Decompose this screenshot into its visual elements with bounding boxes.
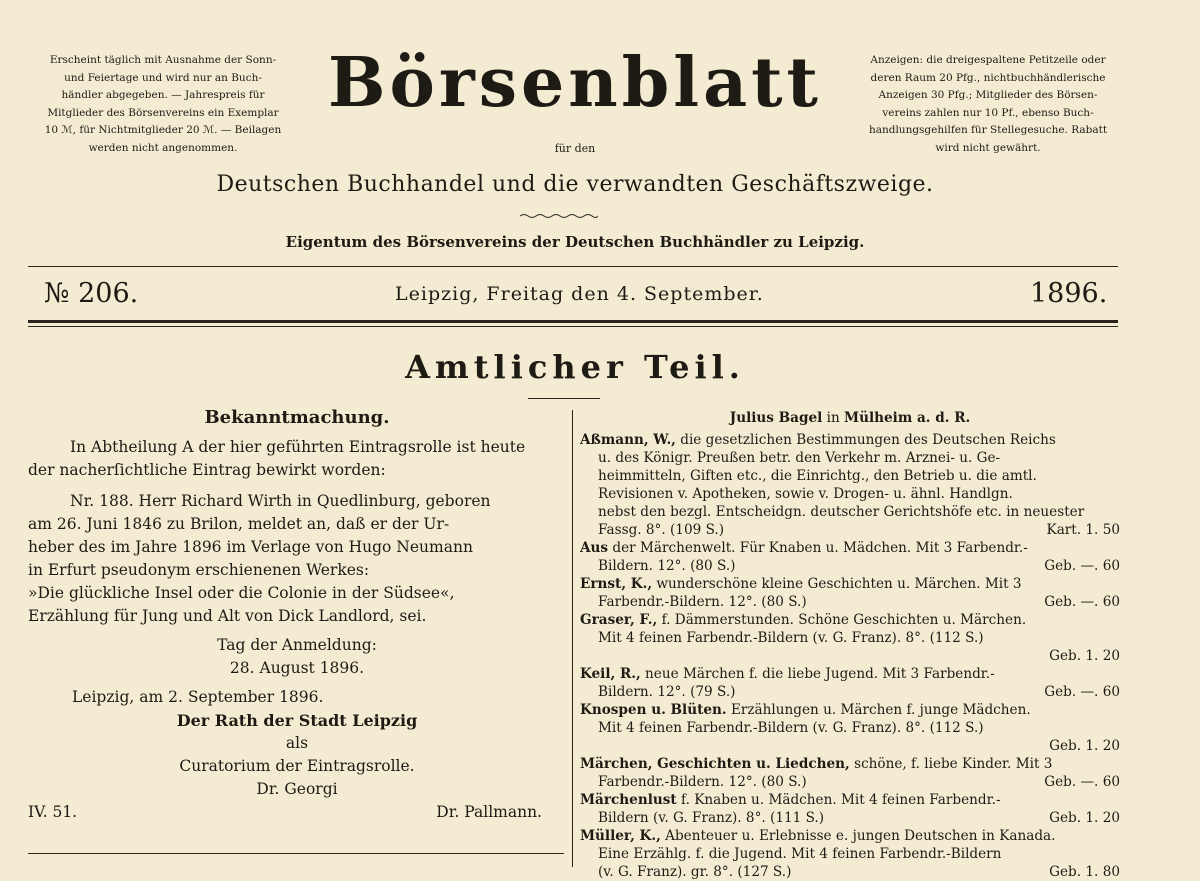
notice-line: und Feiertage und wird nur an Buch- — [64, 71, 262, 84]
entry-line — [580, 539, 1120, 557]
catalog-entry — [580, 431, 1120, 539]
masthead-owner: Eigentum des Börsenvereins der Deutschen Buchhändler zu Leipzig. — [285, 233, 865, 251]
entry-text: Mit 4 feinen Farbendr.-Bildern (v. G. Franz). 8°. (112 S.) — [598, 630, 984, 646]
section-title: Amtlicher Teil. — [405, 348, 745, 386]
authority: Der Rath der Stadt Leipzig — [176, 711, 418, 730]
entry-line — [580, 755, 1120, 773]
entry-price: Geb. 1. 20 — [1049, 810, 1120, 826]
entry-line — [580, 827, 1120, 845]
entry-author: Ernst, K., — [580, 576, 653, 592]
entry-line: »Die glückliche Insel oder die Colonie in der Südsee«, — [28, 584, 455, 602]
signature-row — [28, 801, 566, 824]
entry-author: Keil, R., — [580, 666, 641, 682]
entry-text: Bildern. 12°. (80 S.) — [598, 558, 736, 574]
notice-line: werden nicht angenommen. — [88, 141, 238, 154]
entry-author: Aßmann, W., — [580, 432, 676, 448]
catalog-entry — [580, 755, 1120, 791]
entry-text: Farbendr.-Bildern. 12°. (80 S.) — [598, 774, 807, 790]
entry-text: wunderschöne kleine Geschichten u. Märchen. Mit 3 — [652, 576, 1022, 592]
catalog-entry — [580, 611, 1120, 665]
entry-line — [580, 863, 1120, 881]
intro-line: der nacherſichtliche Eintrag bewirkt worden: — [28, 461, 386, 479]
entry-line — [580, 485, 1120, 503]
entry-price: Geb. 1. 80 — [1049, 864, 1120, 880]
entry-line — [580, 431, 1120, 449]
entry-text: Revisionen v. Apotheken, sowie v. Drogen- u. ähnl. Handlgn. — [598, 486, 1013, 502]
entry-line — [580, 665, 1120, 683]
entry-text: Fassg. 8°. (109 S.) — [598, 522, 725, 538]
entry-line — [580, 647, 1120, 665]
announcement-heading: Bekanntmachung. — [204, 407, 390, 428]
entry-author: Knospen u. Blüten. — [580, 702, 727, 718]
entry-text: heimmitteln, Giften etc., die Einrichtg., den Betrieb u. die amtl. — [598, 468, 1037, 484]
registration-label: Tag der Anmeldung: — [217, 636, 377, 654]
notice-line: 10 ℳ, für Nichtmitglieder 20 ℳ. — Beilagen — [44, 124, 282, 136]
publisher-name: Julius Bagel — [729, 410, 823, 426]
notice-line: händler abgegeben. — Jahrespreis für — [61, 89, 265, 101]
entry-text: der Märchenwelt. Für Knaben u. Mädchen. Mit 3 Farbendr.- — [608, 540, 1028, 556]
left-bottom-rule — [28, 853, 564, 854]
entry-line — [580, 611, 1120, 629]
notice-line: handlungsgehilfen für Stellegesuche. Rabatt — [868, 124, 1108, 136]
entry-line — [580, 503, 1120, 521]
masthead-fuer-den: für den — [554, 142, 596, 155]
entry-line: heber des im Jahre 1896 im Verlage von Hugo Neumann — [28, 538, 473, 556]
entry-price: Geb. —. 60 — [1044, 684, 1120, 700]
section-title-underline — [528, 398, 600, 399]
entry-line: Erzählung für Jung und Alt von Dick Landlord, sei. — [28, 607, 427, 625]
authority-als: als — [285, 734, 309, 752]
entry-line: in Erfurt pseudonym erschienenen Werkes: — [28, 561, 370, 579]
intro-line: In Abtheilung A der hier geführten Eintragsrolle ist heute — [70, 438, 526, 456]
catalog-entry — [580, 665, 1120, 701]
issue-number: № 206. — [44, 278, 139, 309]
entry-price: Kart. 1. 50 — [1046, 522, 1120, 538]
entry-author: Graser, F., — [580, 612, 658, 628]
header-rule-bottom-2 — [28, 326, 1118, 327]
entry-line — [580, 575, 1120, 593]
signer-pallmann: Dr. Pallmann. — [436, 803, 542, 821]
publisher-in: in — [822, 410, 845, 426]
column-divider — [572, 410, 573, 867]
entry-text: Bildern. 12°. (79 S.) — [598, 684, 736, 700]
place-date: Leipzig, am 2. September 1896. — [72, 688, 324, 706]
entry-line — [580, 845, 1120, 863]
registration-date: 28. August 1896. — [229, 659, 365, 677]
notice-line: deren Raum 20 Pfg., nichtbuchhändlerische — [870, 71, 1106, 84]
reference-number: IV. 51. — [28, 803, 78, 821]
entry-text: (v. G. Franz). gr. 8°. (127 S.) — [598, 864, 792, 880]
entry-price: Geb. —. 60 — [1044, 594, 1120, 610]
entry-text: neue Märchen f. die liebe Jugend. Mit 3 Farbendr.- — [640, 666, 995, 682]
entry-text: nebst den bezgl. Entscheidgn. deutscher Gerichtshöfe etc. in neuester — [598, 504, 1085, 520]
notice-line: Anzeigen: die dreigespaltene Petitzeile oder — [870, 54, 1106, 66]
entry-text: u. des Königr. Preußen betr. den Verkehr m. Arznei- u. Ge- — [598, 450, 1001, 466]
entry-line — [580, 593, 1120, 611]
entry-line — [580, 683, 1120, 701]
entry-author: Aus — [580, 540, 609, 556]
catalog-entries — [580, 431, 1120, 881]
publisher-heading — [580, 409, 1120, 431]
entry-line — [580, 557, 1120, 575]
entry-line — [580, 467, 1120, 485]
masthead-title: Börsenblatt — [328, 43, 822, 123]
entry-author: Müller, K., — [580, 828, 661, 844]
entry-author: Märchenlust — [580, 792, 677, 808]
entry-line: Nr. 188. Herr Richard Wirth in Quedlinburg, geboren — [70, 492, 491, 510]
entry-line — [580, 791, 1120, 809]
entry-text: Bildern (v. G. Franz). 8°. (111 S.) — [598, 810, 825, 826]
entry-line — [580, 629, 1120, 647]
signer-georgi: Dr. Georgi — [256, 780, 338, 798]
notice-line: vereins zahlen nur 10 Pf., ebenso Buch- — [882, 106, 1094, 119]
masthead-subtitle: Deutschen Buchhandel und die verwandten Geschäftszweige. — [216, 172, 934, 197]
entry-line — [580, 719, 1120, 737]
ornamental-wave — [520, 213, 598, 219]
catalog-entry — [580, 791, 1120, 827]
entry-text: Eine Erzählg. f. die Jugend. Mit 4 feinen Farbendr.-Bildern — [598, 846, 1002, 862]
publisher-city: Mülheim a. d. R. — [844, 410, 971, 426]
catalog-entry — [580, 539, 1120, 575]
entry-text: f. Dämmerstunden. Schöne Geschichten u. Märchen. — [657, 612, 1027, 628]
notice-line: Erscheint täglich mit Ausnahme der Sonn- — [49, 54, 277, 66]
left-column — [28, 406, 566, 824]
entry-line — [580, 701, 1120, 719]
entry-line: am 26. Juni 1846 zu Brilon, meldet an, daß er der Ur- — [28, 515, 450, 533]
entry-text: Erzählungen u. Märchen f. junge Mädchen. — [726, 702, 1031, 718]
notice-line: Anzeigen 30 Pfg.; Mitglieder des Börsen- — [878, 89, 1098, 101]
entry-text: die gesetzlichen Bestimmungen des Deutschen Reichs — [675, 432, 1056, 448]
entry-price: Geb. 1. 20 — [1049, 738, 1120, 754]
curatorium: Curatorium der Eintragsrolle. — [179, 757, 415, 775]
header-rule-bottom-1 — [28, 320, 1118, 323]
entry-price: Geb. 1. 20 — [1049, 648, 1120, 664]
entry-text: Mit 4 feinen Farbendr.-Bildern (v. G. Franz). 8°. (112 S.) — [598, 720, 984, 736]
entry-line — [580, 449, 1120, 467]
entry-author: Märchen, Geschichten u. Liedchen, — [580, 756, 850, 772]
entry-price: Geb. —. 60 — [1044, 774, 1120, 790]
entry-price: Geb. —. 60 — [1044, 558, 1120, 574]
header-rule-top — [28, 266, 1118, 267]
notice-line: wird nicht gewährt. — [935, 141, 1041, 154]
entry-line — [580, 737, 1120, 755]
entry-text: schöne, f. liebe Kinder. Mit 3 — [849, 756, 1053, 772]
catalog-entry — [580, 701, 1120, 755]
entry-line — [580, 521, 1120, 539]
entry-line — [580, 809, 1120, 827]
issue-date: Leipzig, Freitag den 4. September. — [395, 283, 764, 305]
entry-text: Abenteuer u. Erlebnisse e. jungen Deutschen in Kanada. — [660, 828, 1056, 844]
notice-line: Mitglieder des Börsenvereins ein Exemplar — [47, 106, 279, 119]
entry-text: Farbendr.-Bildern. 12°. (80 S.) — [598, 594, 807, 610]
catalog-entry — [580, 827, 1120, 881]
catalog-entry — [580, 575, 1120, 611]
entry-text: f. Knaben u. Mädchen. Mit 4 feinen Farbendr.- — [676, 792, 1001, 808]
issue-year: 1896. — [1030, 278, 1108, 309]
entry-line — [580, 773, 1120, 791]
right-column — [580, 409, 1120, 881]
